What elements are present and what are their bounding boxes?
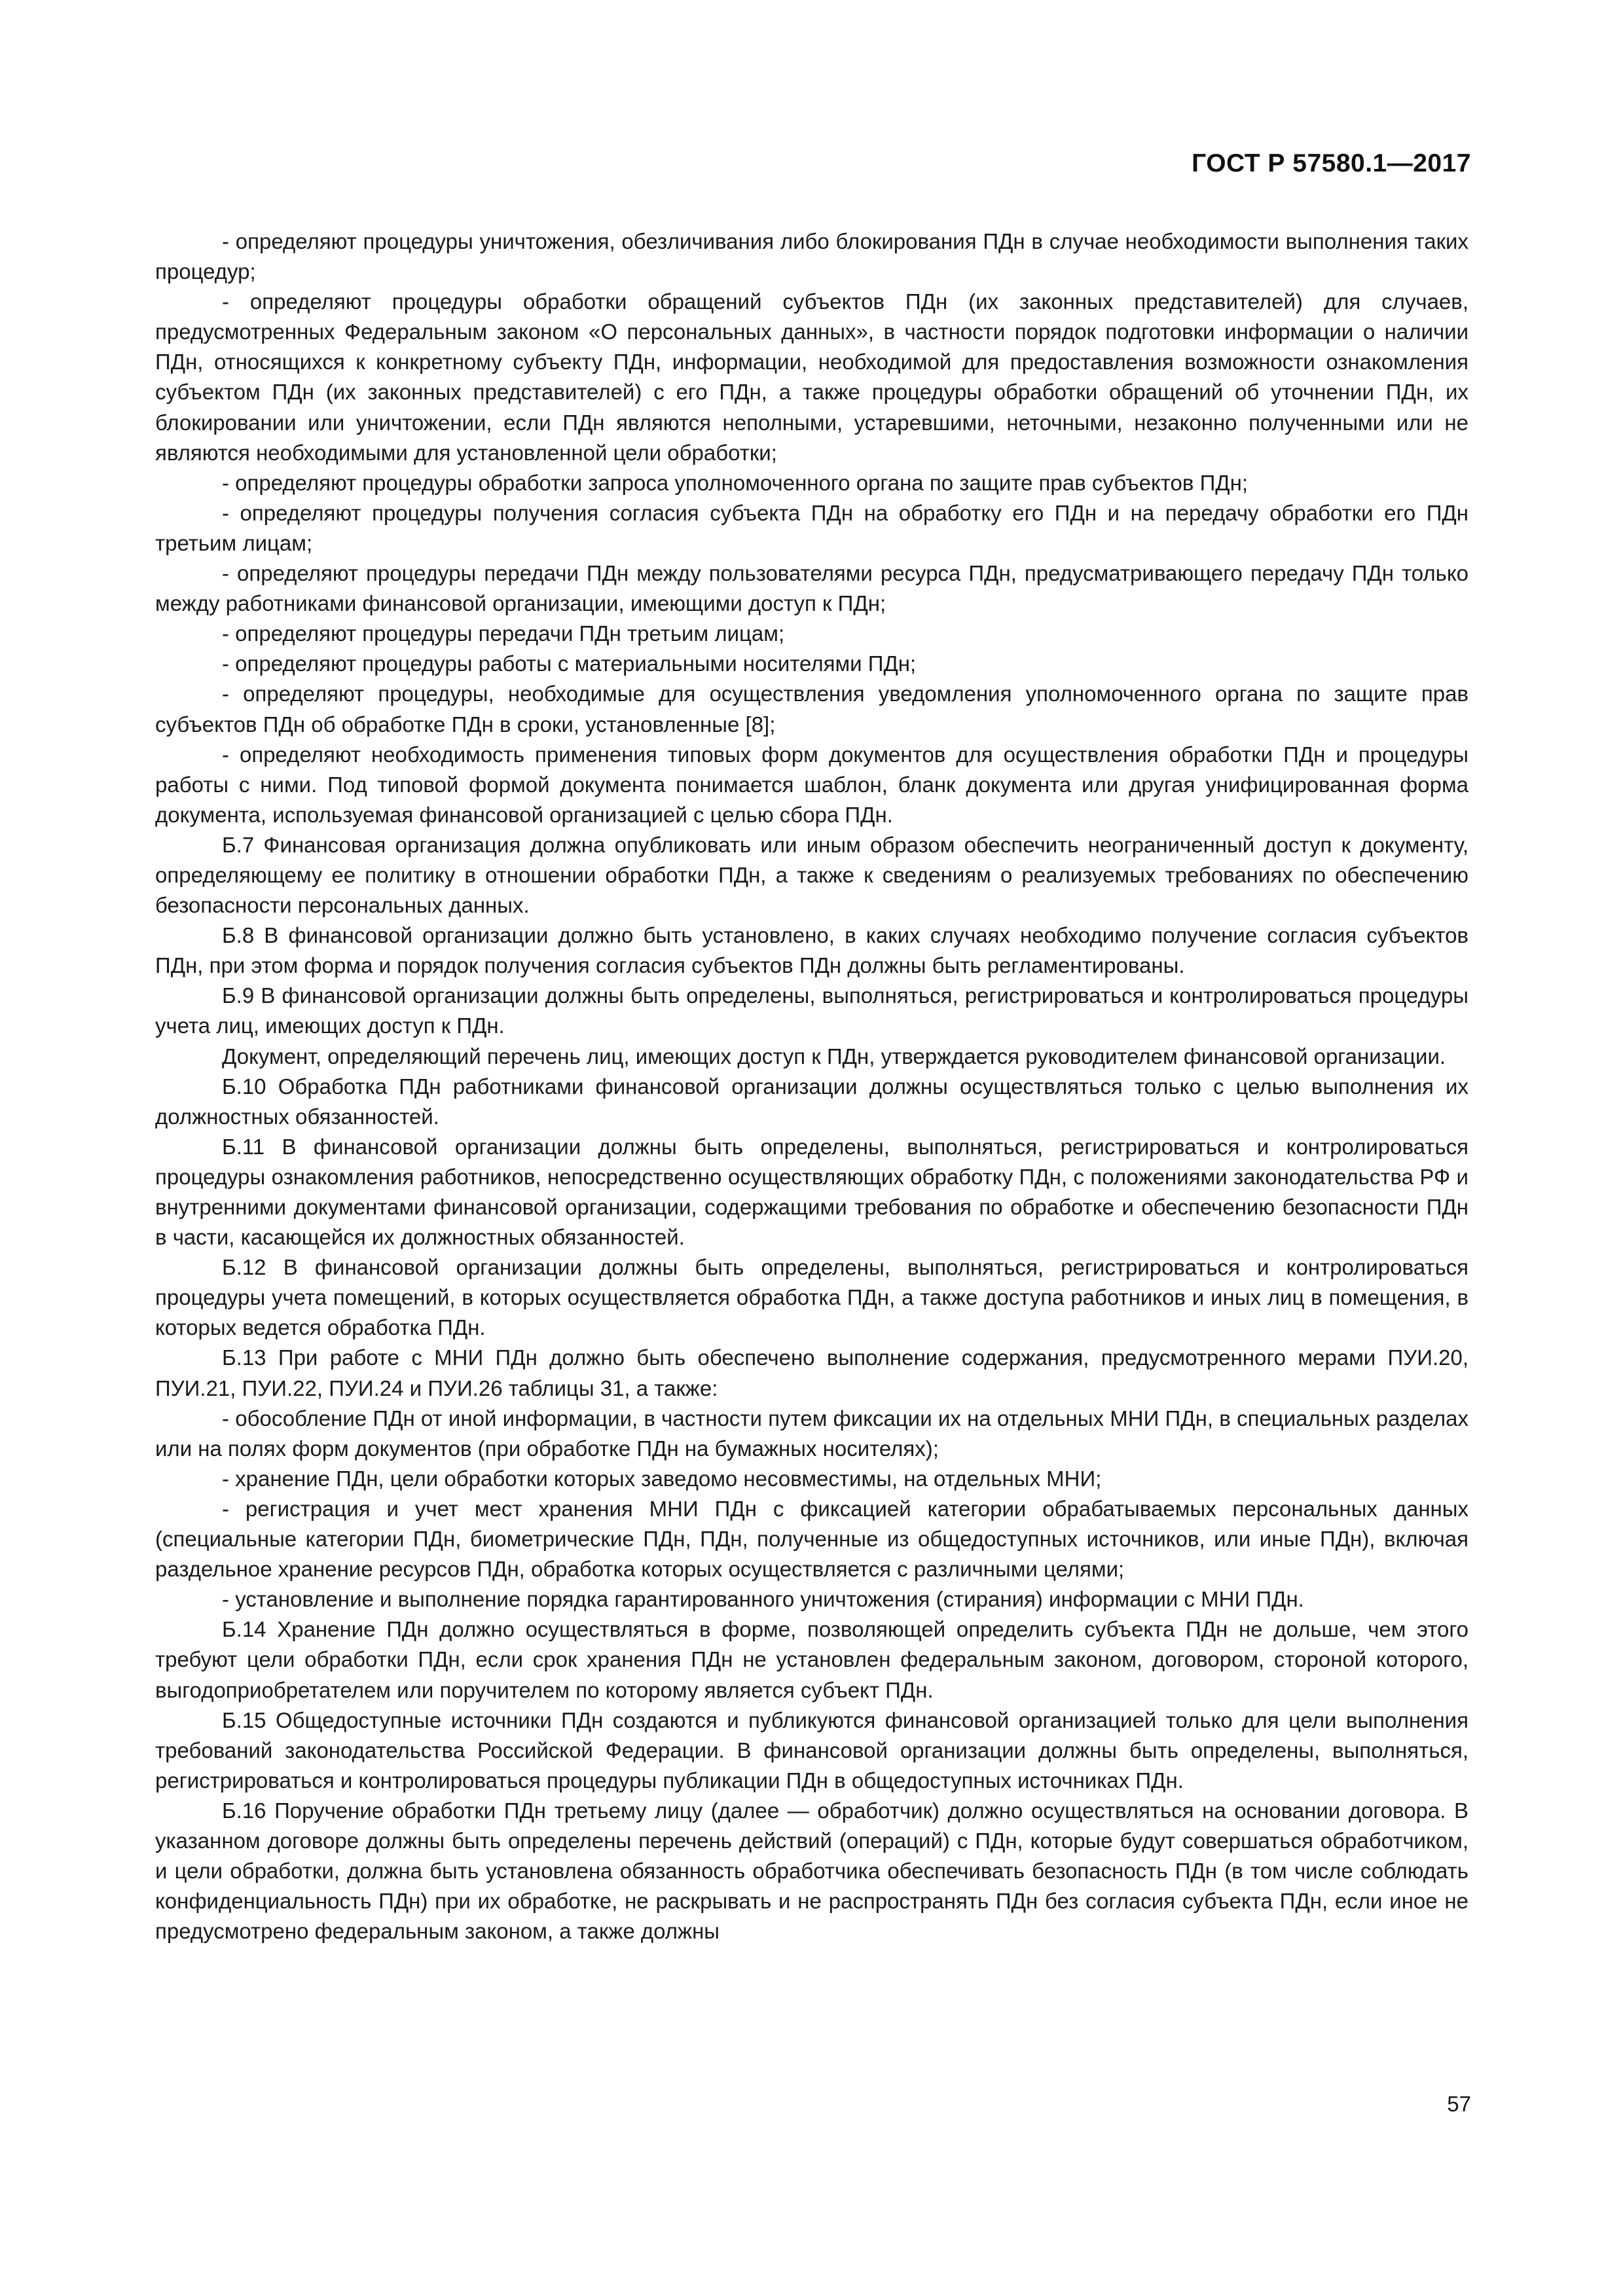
page-number: 57 [1447, 2092, 1471, 2116]
paragraph: - определяют процедуры, необходимые для осуществления уведомления уполномоченного органа по защите прав субъектов ПДн об обработке ПДн в сроки, установленные [8]; [155, 682, 1468, 737]
paragraph: - определяют процедуры работы с материальными носителями ПДн; [222, 651, 917, 676]
paragraph: Б.9 В финансовой организации должны быть определены, выполняться, регистрироваться и контролироваться процедуры учета лиц, имеющих доступ к ПДн. [155, 983, 1468, 1038]
paragraph: - хранение ПДн, цели обработки которых заведомо несовместимы, на отдельных МНИ; [222, 1466, 1102, 1491]
paragraph: Б.13 При работе с МНИ ПДн должно быть обеспечено выполнение содержания, предусмотренного мерами ПУИ.20, ПУИ.21, ПУИ.22, ПУИ.24 и ПУИ.26 таблицы 31, а также: [155, 1345, 1468, 1400]
paragraph: - определяют процедуры получения согласия субъекта ПДн на обработку его ПДн и на передачу обработки его ПДн третьим лицам; [155, 500, 1468, 555]
document-body [155, 227, 1468, 1946]
paragraph: - определяют процедуры передачи ПДн третьим лицам; [222, 621, 785, 646]
paragraph: Б.16 Поручение обработки ПДн третьему лицу (далее — обработчик) должно осуществляться на основании договора. В указанном договоре должны быть определены перечень действий (операций) с ПДн, которые будут совершаться обработчиком, и цели обработки, должна быть установлена обязанность обработчика обеспечивать безопасность ПДн (в том числе соблюдать конфиденциальность ПДн) при их обработке, не раскрывать и не распространять ПДн без согласия субъекта ПДн, если иное не предусмотрено федеральным законом, а также должны [155, 1798, 1468, 1944]
paragraph: - определяют процедуры обработки обращений субъектов ПДн (их законных представителей) для случаев, предусмотренных Федеральным законом «О персональных данных», в частности порядок подготовки информации о наличии ПДн, относящихся к конкретному субъекту ПДн, информации, необходимой для предоставления возможности ознакомления субъектом ПДн (их законных представителей) с его ПДн, а также процедуры обработки обращений об уточнении ПДн, их блокировании или уничтожении, если ПДн являются неполными, устаревшими, неточными, незаконно полученными или не являются необходимыми для установленной цели обработки; [155, 289, 1468, 465]
paragraph: - определяют необходимость применения типовых форм документов для осуществления обработки ПДн и процедуры работы с ними. Под типовой формой документа понимается шаблон, бланк документа или другая унифицированная форма документа, используемая финансовой организацией с целью сбора ПДн. [155, 742, 1468, 827]
paragraph: Б.8 В финансовой организации должно быть установлено, в каких случаях необходимо получение согласия субъектов ПДн, при этом форма и порядок получения согласия субъектов ПДн должны быть регламентированы. [155, 923, 1468, 978]
paragraph: - регистрация и учет мест хранения МНИ ПДн с фиксацией категории обрабатываемых персональных данных (специальные категории ПДн, биометрические ПДн, ПДн, полученные из общедоступных источников, или иные ПДн), включая раздельное хранение ресурсов ПДн, обработка которых осуществляется с различными целями; [155, 1496, 1468, 1582]
document-header: ГОСТ Р 57580.1—2017 [1192, 149, 1471, 177]
paragraph: - определяют процедуры обработки запроса уполномоченного органа по защите прав субъектов ПДн; [222, 470, 1249, 495]
paragraph: - определяют процедуры уничтожения, обезличивания либо блокирования ПДн в случае необходимости выполнения таких процедур; [155, 229, 1468, 284]
paragraph: Б.11 В финансовой организации должны быть определены, выполняться, регистрироваться и контролироваться процедуры ознакомления работников, непосредственно осуществляющих обработку ПДн, с положениями законодательства РФ и внутренними документами финансовой организации, содержащими требования по обработке и обеспечению безопасности ПДн в части, касающейся их должностных обязанностей. [155, 1134, 1468, 1250]
paragraph: - определяют процедуры передачи ПДн между пользователями ресурса ПДн, предусматривающего передачу ПДн только между работниками финансовой организации, имеющими доступ к ПДн; [155, 561, 1468, 616]
paragraph: Б.7 Финансовая организация должна опубликовать или иным образом обеспечить неограниченный доступ к документу, определяющему ее политику в отношении обработки ПДн, а также к сведениям о реализуемых требованиях по обеспечению безопасности персональных данных. [155, 832, 1468, 918]
paragraph: - установление и выполнение порядка гарантированного уничтожения (стирания) информации с МНИ ПДн. [222, 1587, 1304, 1612]
paragraph: Документ, определяющий перечень лиц, имеющих доступ к ПДн, утверждается руководителем финансовой организации. [222, 1044, 1446, 1068]
paragraph: Б.15 Общедоступные источники ПДн создаются и публикуются финансовой организацией только для цели выполнения требований законодательства Российской Федерации. В финансовой организации должны быть определены, выполняться, регистрироваться и контролироваться процедуры публикации ПДн в общедоступных источниках ПДн. [155, 1707, 1468, 1793]
paragraph: Б.10 Обработка ПДн работниками финансовой организации должны осуществляться только с целью выполнения их должностных обязанностей. [155, 1074, 1468, 1129]
paragraph: Б.12 В финансовой организации должны быть определены, выполняться, регистрироваться и контролироваться процедуры учета помещений, в которых осуществляется обработка ПДн, а также доступа работников и иных лиц в помещения, в которых ведется обработка ПДн. [155, 1255, 1468, 1340]
paragraph: Б.14 Хранение ПДн должно осуществляться в форме, позволяющей определить субъекта ПДн не дольше, чем этого требуют цели обработки ПДн, если срок хранения ПДн не установлен федеральным законом, договором, стороной которого, выгодоприобретателем или поручителем по которому является субъект ПДн. [155, 1617, 1468, 1702]
paragraph: - обособление ПДн от иной информации, в частности путем фиксации их на отдельных МНИ ПДн, в специальных разделах или на полях форм документов (при обработке ПДн на бумажных носителях); [155, 1406, 1468, 1461]
